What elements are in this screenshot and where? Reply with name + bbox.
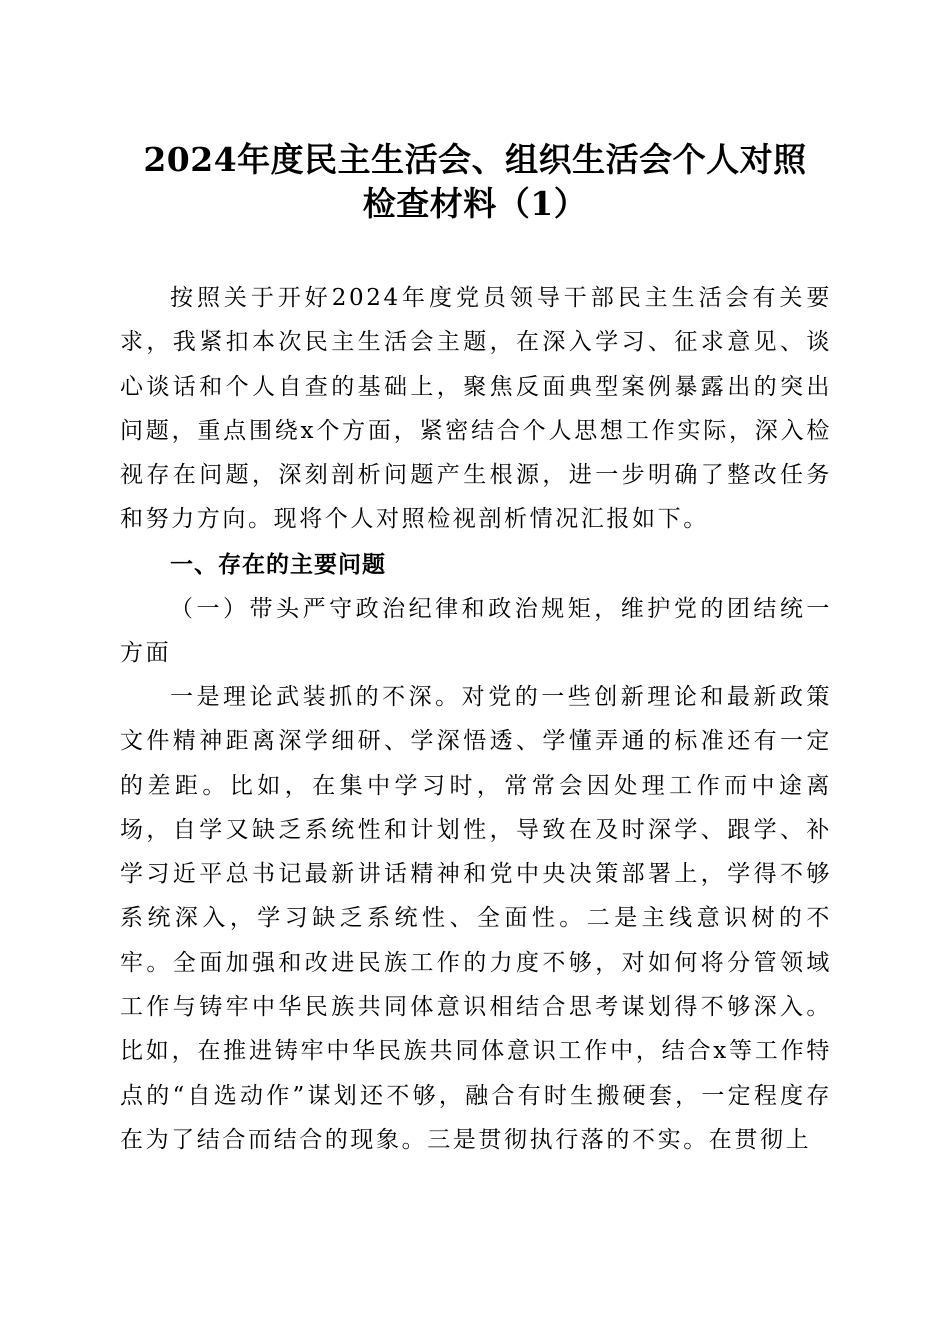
subsection-heading-political-discipline: （一）带头严守政治纪律和政治规矩，维护党的团结统一方面 (120, 596, 832, 667)
intro-paragraph: 按照关于开好2024年度党员领导干部民主生活会有关要求，我紧扣本次民主生活会主题，在深入学习、征求意见、谈心谈话和个人自查的基础上，聚焦反面典型案例暴露出的突出问题，重点围绕x个方面，紧密结合个人思想工作实际，深入检视存在问题，深刻剖析问题产生根源，进一步明确了整改任务和努力方向。现将个人对照检视剖析情况汇报如下。 (120, 285, 832, 533)
subsection-body-paragraph: 一是理论武装抓的不深。对党的一些创新理论和最新政策文件精神距离深学细研、学深悟透、学懂弄通的标准还有一定的差距。比如，在集中学习时，常常会因处理工作而中途离场，自学又缺乏系统性和计划性，导致在及时深学、跟学、补学习近平总书记最新讲话精神和党中央决策部署上，学得不够系统深入，学习缺乏系统性、全面性。二是主线意识树的不牢。全面加强和改进民族工作的力度不够，对如何将分管领域工作与铸牢中华民族共同体意识相结合思考谋划得不够深入。比如，在推进铸牢中华民族共同体意识工作中，结合x等工作特点的“自选动作”谋划还不够，融合有时生搬硬套，一定程度存在为了结合而结合的现象。三是贯彻执行落的不实。在贯彻上 (120, 684, 832, 1153)
document-title-line-1: 2024年度民主生活会、组织生活会个人对照 (143, 140, 807, 179)
section-heading-main-problems: 一、存在的主要问题 (170, 552, 386, 578)
document-title-line-2: 检查材料（1） (362, 184, 588, 223)
